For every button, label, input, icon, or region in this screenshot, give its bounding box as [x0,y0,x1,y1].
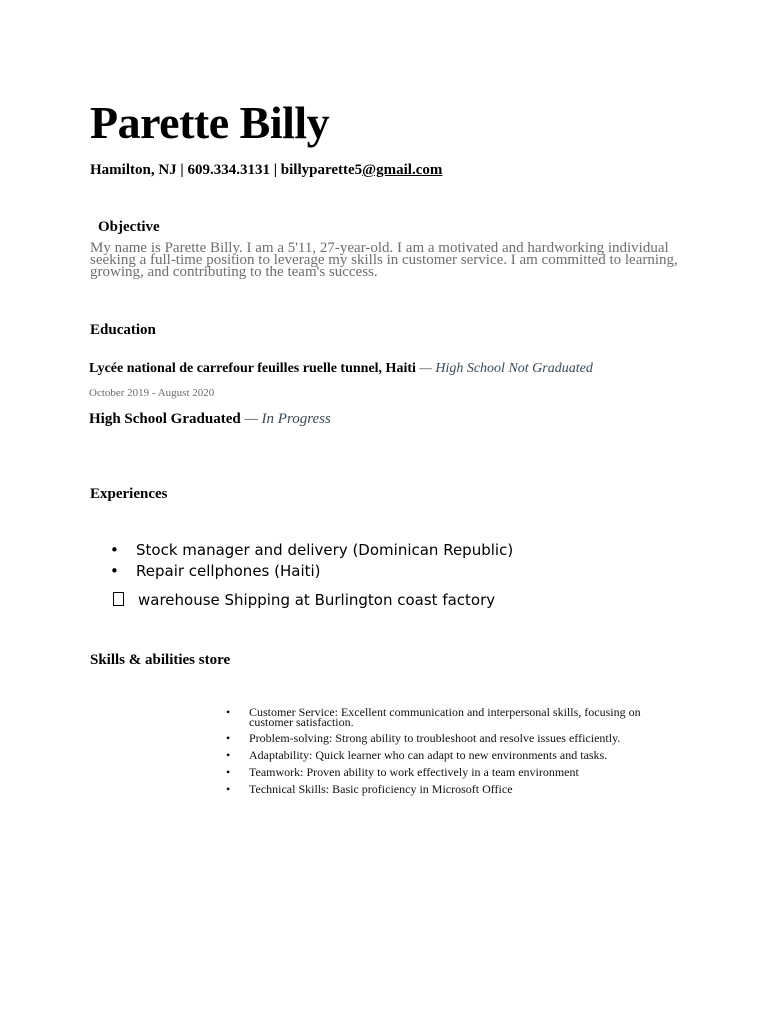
education-entry-highschool [89,410,331,428]
experience-text: warehouse Shipping at Burlington coast factory [138,591,496,609]
skills-heading: Skills & abilities store [90,652,231,668]
experience-text: Repair cellphones (Haiti) [136,562,321,580]
list-item [222,767,662,777]
skill-text: Technical Skills: Basic proficiency in Microsoft Office [249,782,513,796]
objective-text: My name is Parette Billy. I am a 5'11, 27-year-old. I am a motivated and hardworking individual seeking a full-time position to leverage my skills in customer service. I am committed to learning, growing, and contributing to the team's success. [90,240,678,280]
resume-name: Parette Billy [90,97,330,148]
list-item [222,707,662,727]
skills-list [222,707,662,794]
contact-details: Hamilton, NJ | 609.334.3131 | billyparette5 [90,162,363,178]
objective-heading: Objective [98,219,160,235]
highschool-dash: — [240,411,262,427]
bullet-icon: • [226,731,231,745]
contact-line [90,161,442,179]
experience-text: Stock manager and delivery (Dominican Republic) [136,541,514,559]
missing-glyph-box-icon [113,592,124,606]
skill-text: Adaptability: Quick learner who can adapt to new environments and tasks. [249,748,608,762]
school-name: Lycée national de carrefour feuilles ruelle tunnel, Haiti [89,361,416,376]
bullet-icon: • [110,541,119,559]
bullet-icon: • [110,562,119,580]
school-dash: — [415,361,436,376]
email-link[interactable]: @gmail.com [362,162,443,178]
list-item [222,784,662,794]
skill-text: Problem-solving: Strong ability to troubleshoot and resolve issues efficiently. [249,731,621,745]
skill-text: Teamwork: Proven ability to work effectively in a team environment [249,765,579,779]
skill-text: Customer Service: Excellent communication and interpersonal skills, focusing on customer satisfaction. [249,705,641,729]
highschool-status: In Progress [261,411,331,427]
list-item [110,541,513,559]
list-item [222,733,662,743]
education-dates: October 2019 - August 2020 [89,387,215,399]
list-item [110,591,495,609]
education-entry-school [89,360,593,378]
bullet-icon: • [226,748,231,762]
bullet-icon: • [226,765,231,779]
list-item [222,750,662,760]
education-heading: Education [90,322,156,338]
experiences-heading: Experiences [90,486,168,502]
list-item [110,562,321,580]
bullet-icon: • [226,705,231,719]
highschool-name: High School Graduated [89,411,241,427]
school-status: High School Not Graduated [435,361,593,376]
bullet-icon: • [226,782,231,796]
